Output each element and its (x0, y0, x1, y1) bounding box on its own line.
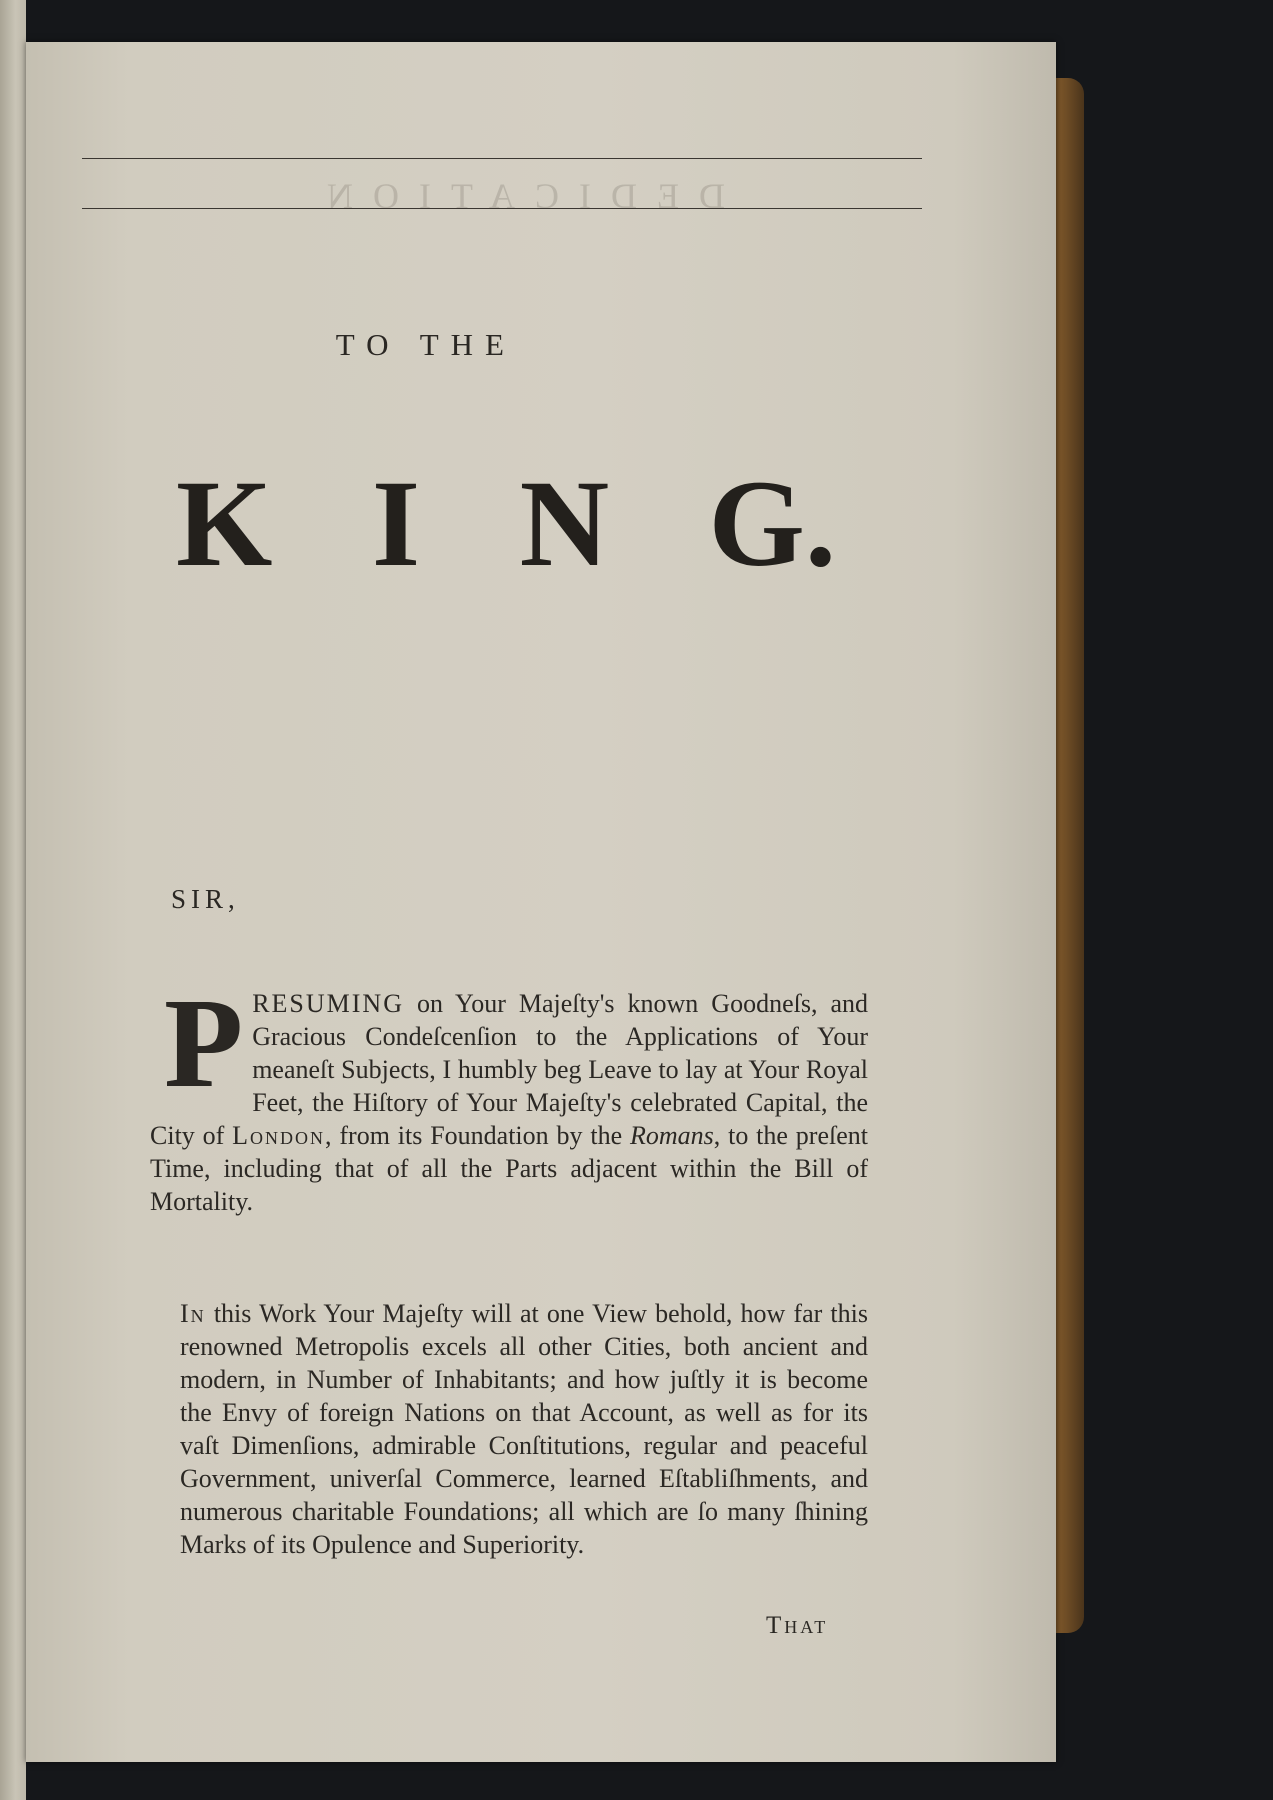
king-letter: K (176, 455, 273, 592)
paragraph-text: , to the preſent Time, including that of all the Parts adjacent within the Bill of Mortality. (150, 1121, 868, 1216)
paragraph-presuming (150, 972, 868, 1218)
book-page (26, 42, 1056, 1762)
lead-caps: In (180, 1299, 206, 1328)
king-letter: I (371, 455, 421, 592)
king-letter: N (519, 455, 610, 592)
bottom-rule (82, 208, 922, 209)
catchword: That (766, 1612, 829, 1639)
paragraph-text: this Work Your Majeſty will at one View behold, how far this renowned Metropolis excels all other Cities, both ancient and modern, in Number of Inhabitants; and how juſtly it is become the Envy of foreign Nations on that Account, as well as for its vaſt Dimenſions, admirable Conſtitutions, regular and peaceful Government, univerſal Commerce, learned Eſtabliſhments, and numerous charitable Foundations; all which are ſo many ſhining Marks of its Opulence and Superiority. (180, 1299, 868, 1559)
drop-cap: P (164, 972, 243, 1114)
london-word: London (232, 1121, 326, 1150)
paragraph-text: on Your Majeſty's known Goodneſs, and Gracious Condeſcenſion to the Applications of Your meaneſt Subjects, I humbly beg Leave to lay at Your Royal Feet, the Hiſtory of Your Majeſty's celebrated Capital, the City of (150, 989, 868, 1150)
romans-word: Romans (629, 1121, 714, 1150)
paragraph-in-this-work (150, 1297, 868, 1561)
heading-king (176, 455, 836, 592)
top-rule (82, 158, 922, 159)
show-through-title: DEDICATION (307, 176, 725, 216)
lead-caps: RESUMING (252, 989, 404, 1018)
paragraph-text: , from its Foundation by the (325, 1121, 630, 1150)
heading-to-the: TO THE (335, 327, 516, 362)
salutation: SIR, (171, 884, 240, 914)
king-letter: G. (708, 455, 836, 592)
left-page-edge (0, 0, 26, 1800)
